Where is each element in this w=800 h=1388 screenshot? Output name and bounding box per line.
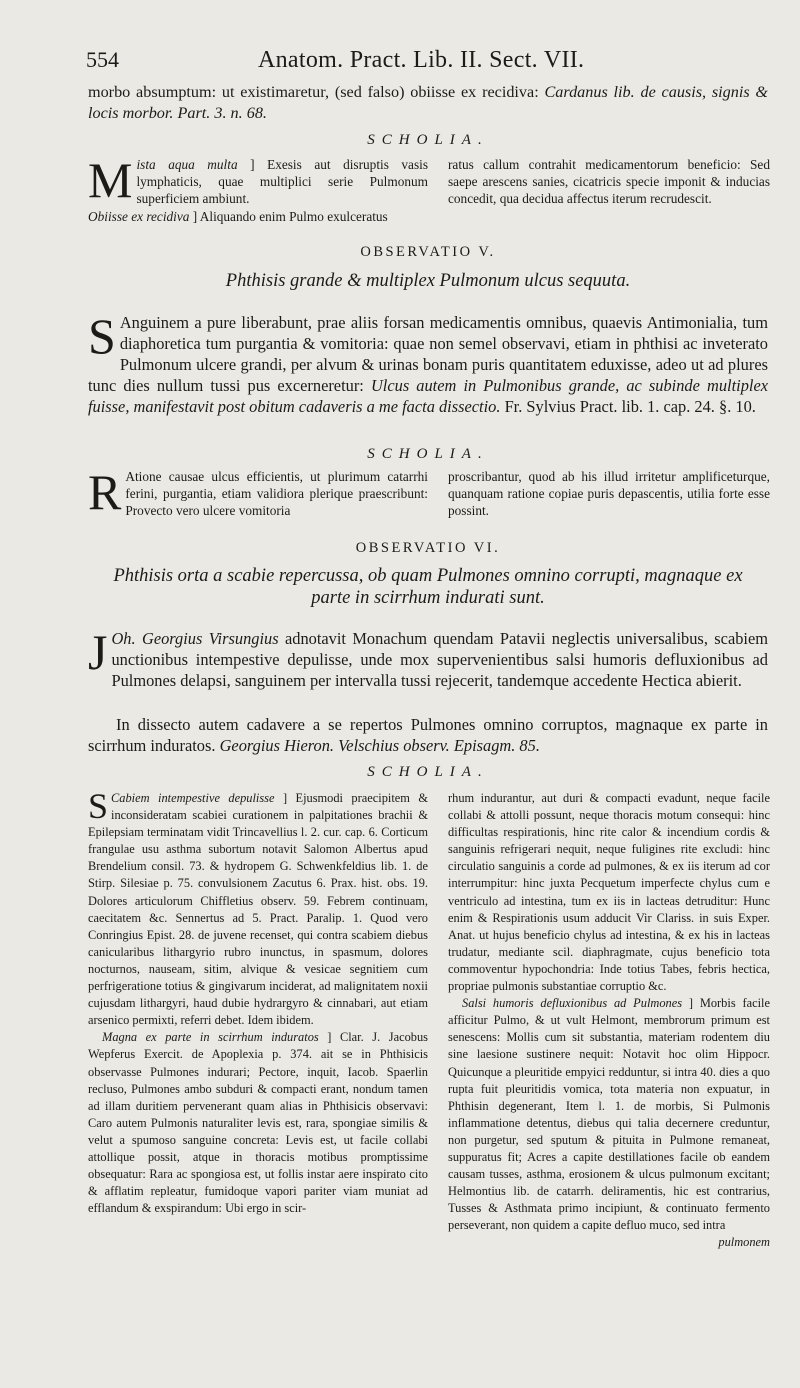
drop-cap: S [88,308,116,364]
observation-6-heading-line1: Phthisis orta a scabie repercussa, ob quam Pulmones omnino corrupti, magnaque ex [113,566,743,586]
page-number: 554 [86,47,119,72]
running-head [86,46,786,74]
scholia3-left-text1: ] Ejusmodi praecipitem & inconsideratam scabiei curationem in palpitationes brachii & Epilepsiam terminatam vidit Trincavellius l. 2. cur. cap. 6. Corticum frangulae usu asthma subortum notavit Salomon Albertus apud Brendelium consil. 73. & hydropem G. Schwenkfeldius lib. 1. de Stirp. Silesiae p. 75. convulsionem Zacutus 6. Prax. hist. obs. 19. Dolores articulorum Chiffletius observ. 59. Febrem continuam, caecitatem &c. Sennertus ad 5. Pract. Paralip. 1. Quod vero Conringius Epist. 28. de juvene recenset, qui contra scabiem diebus canicularibus lithargyrio rubro inunctus, in spasmum, dolores nocturnos, nauseam, sitim, alvique & vesicae segnitiem cum perfrigeratione totius & gingivarum inciderat, ad malignitatem noxii cujusdam lithargyri, haud dubie hydrargyro & cinnabari, aut etiam arsenico permixti, referri debet. Idem ibidem. [88,791,428,1028]
scholia1-left-text2: ] Aliquando enim Pulmo exulceratus [192,208,388,224]
scholia2-right-text: proscribantur, quod ab his illud irritetur amplificeturque, quanquam ratione copiae puris depascentis, utilia forte esse possint. [448,469,770,519]
scholia3-right-text1: rhum indurantur, aut duri & compacti evadunt, neque facile collabi & attolli possunt, neque thoracis motum consequi: hinc difficultas respirationis, hinc rite calor & incendium cordis & sanguinis refrigerari nequit, neque fuligines rite excludi: hinc circulatio sanguinis a corde ad pulmones, & ex iis iterum ad cor interrumpitur: hinc juxta Pecquetum imperfecte chylus cum e ventriculo ad intestina, tum ex iis in lacteas detruditur: Hunc enim & Respirationis usum adducit Vir Clariss. in suis Exper. Anat. ut hujus beneficio chylus ad intestina, & ex his in lacteas trudatur, mediante scil. diaphragmate, cujus beneficio tota commoventur hypochondria: Inde totius Tabes, febris hectica, propriae pulmonis substantiae corruptio &c. [448,791,770,994]
drop-cap: S [88,786,109,826]
running-title: Anatom. Pract. Lib. II. Sect. VII. [258,47,585,73]
observation-5-paragraph [88,308,768,417]
lemma: ista aqua multa [136,157,238,172]
drop-cap: R [88,464,122,520]
scholia2-left-column [88,464,428,520]
intro-text: morbo absumptum: ut existimaretur, (sed falso) obiisse ex recidiva: [88,83,539,101]
observation-5-italic: Ulcus autem in Pulmonibus grande, ac subinde multiplex fuisse, manifestavit post obitum cadaveris a me facta dissectio. [88,376,768,416]
intro-reference: Cardanus lib. de causis, signis & locis morbor. Part. 3. n. 68. [88,83,769,122]
observation-6-text2: In dissecto autem cadavere a se repertos Pulmones omnino corruptos, magnaque ex parte in scirrhum induratos. [88,715,768,755]
observation-6-heading [88,565,768,609]
drop-cap: J [88,624,108,680]
observation-6-text: adnotavit Monachum quendam Patavii neglectis universalibus, scabiem unctionibus intempestive depulisse, unde mox supervenientibus salsi humoris defluxionibus ad Pulmones delapsi, sanguinem per intervalla tussi rejecerit, tandemque accedente Hectica abierit. [111,629,768,690]
observation-5-heading: Phthisis grande & multiplex Pulmonum ulcus sequuta. [225,271,631,291]
observation-6-paragraph-2 [88,714,768,756]
observation-6-paragraph-1 [88,624,768,691]
catchword: pulmonem [718,1235,770,1250]
observation-6-label: OBSERVATIO VI. [355,540,501,556]
observation-5-text: Anguinem a pure liberabunt, prae aliis forsan medicamentis omnibus, quaevis Antimonialia, tum diaphoretica tum purgantia & vomitoria: quae non semel observavi, etiam in phthisi ac inveterato Pulmonum ulcere grandi, per alvum & urinas bonam puris quantitatem eduxisse, adeo ut ad plures tunc dies nullum tussi pus excerneretur: [88,313,768,395]
scholia1-right-column [448,156,770,208]
observation-6-author: Oh. Georgius Virsungius [111,629,279,648]
observation-5-reference: Fr. Sylvius Pract. lib. 1. cap. 24. §. 10. [504,397,756,416]
scholia1-left-text: ] Exesis aut disruptis vasis lymphaticis, quae multiplici serie Pulmonum superficiem ambiunt. [136,157,429,207]
scholia3-left-column [88,786,428,1217]
intro-paragraph [88,82,768,123]
scholia-heading-2: SCHOLIA. [367,446,489,462]
scholia2-left-text: Atione causae ulcus efficientis, ut plurimum catarrhi ferini, purgantia, etiam validiora plerique praescribunt: Provecto vero ulcere vomitoria [125,469,428,519]
drop-cap: M [88,152,133,208]
observation-6-reference: Georgius Hieron. Velschius observ. Episagm. 85. [219,736,540,755]
scholia2-right-column [448,468,770,520]
lemma: Salsi humoris defluxionibus ad Pulmones [462,996,683,1011]
scholia3-left-text2: ] Clar. J. Jacobus Wepferus Exercit. de Apoplexia p. 374. ait se in Phthisicis observasse Pulmones indurari; Pectore, inquit, Iacob. Spaerlin recluso, Pulmones ambo subduri & compacti erant, nondum tamen ad illam duritiem pervenerant quam alias in Phthisicis observavi: Caro autem Pulmonis naturaliter levis est, rara, spongiae similis & velut a spumoso sanguine concreta: Levis est, ut facile collabi attollique possit, atque in thoracis motibus promptissime obsequatur: Rara ac spongiosa est, ut follis instar aere inspirato cito & afflatim repleatur, fumidoque vapori pariter viam muniat ad efflandum & exspirandum: Ubi ergo in scir- [88,1030,428,1216]
scholia3-right-text2: ] Morbis facile afficitur Pulmo, & ut vult Helmont, membrorum primum est senescens: Mollis cum sit substantia, materiam rodentem diu sine laesione sustinere nequit: Notavit hoc olim Hippocr. Quicunque a pleuritide empyici redduntur, si intra 40. dies a quo rupta fuit pleuritidis vomica, tota materia non expuatur, in Phthisin degenerant, Item l. 1. de morbis, Si Pulmonis inflammatione detentus, diebus qui talia decernere creduntur, non purgetur, sed sputum & pituita in Pulmone remaneat, suppuratus fit; Acres a capite destillationes facile ob eandem causam tusses, asthma, erosionem & ulcus pulmonum excitant; Helmontius lib. de catarrh. deliramentis, hic est contrarius, Tusses & Asthmata primo incipiunt, & continuato fermento perseverant, non quidem a capite defluo muco, sed intra [448,996,770,1233]
lemma: Cabiem intempestive depulisse [111,791,275,805]
scholia3-right-column [448,790,770,1252]
scholia1-right-text: ratus callum contrahit medicamentorum beneficio: Sed saepe arescens sanies, cicatricis specie imponit & inducias concedit, qua decidua affectus iterum recrudescit. [448,157,770,207]
observation-6-heading-line2: parte in scirrhum indurati sunt. [311,588,545,608]
observation-5-label: OBSERVATIO V. [360,244,496,260]
scholia1-left-column [88,152,429,225]
scholia-heading-1: SCHOLIA. [367,132,489,148]
lemma: Obiisse ex recidiva [88,208,190,224]
scholia-heading-3: SCHOLIA. [367,764,489,780]
lemma: Magna ex parte in scirrhum induratos [102,1030,319,1045]
